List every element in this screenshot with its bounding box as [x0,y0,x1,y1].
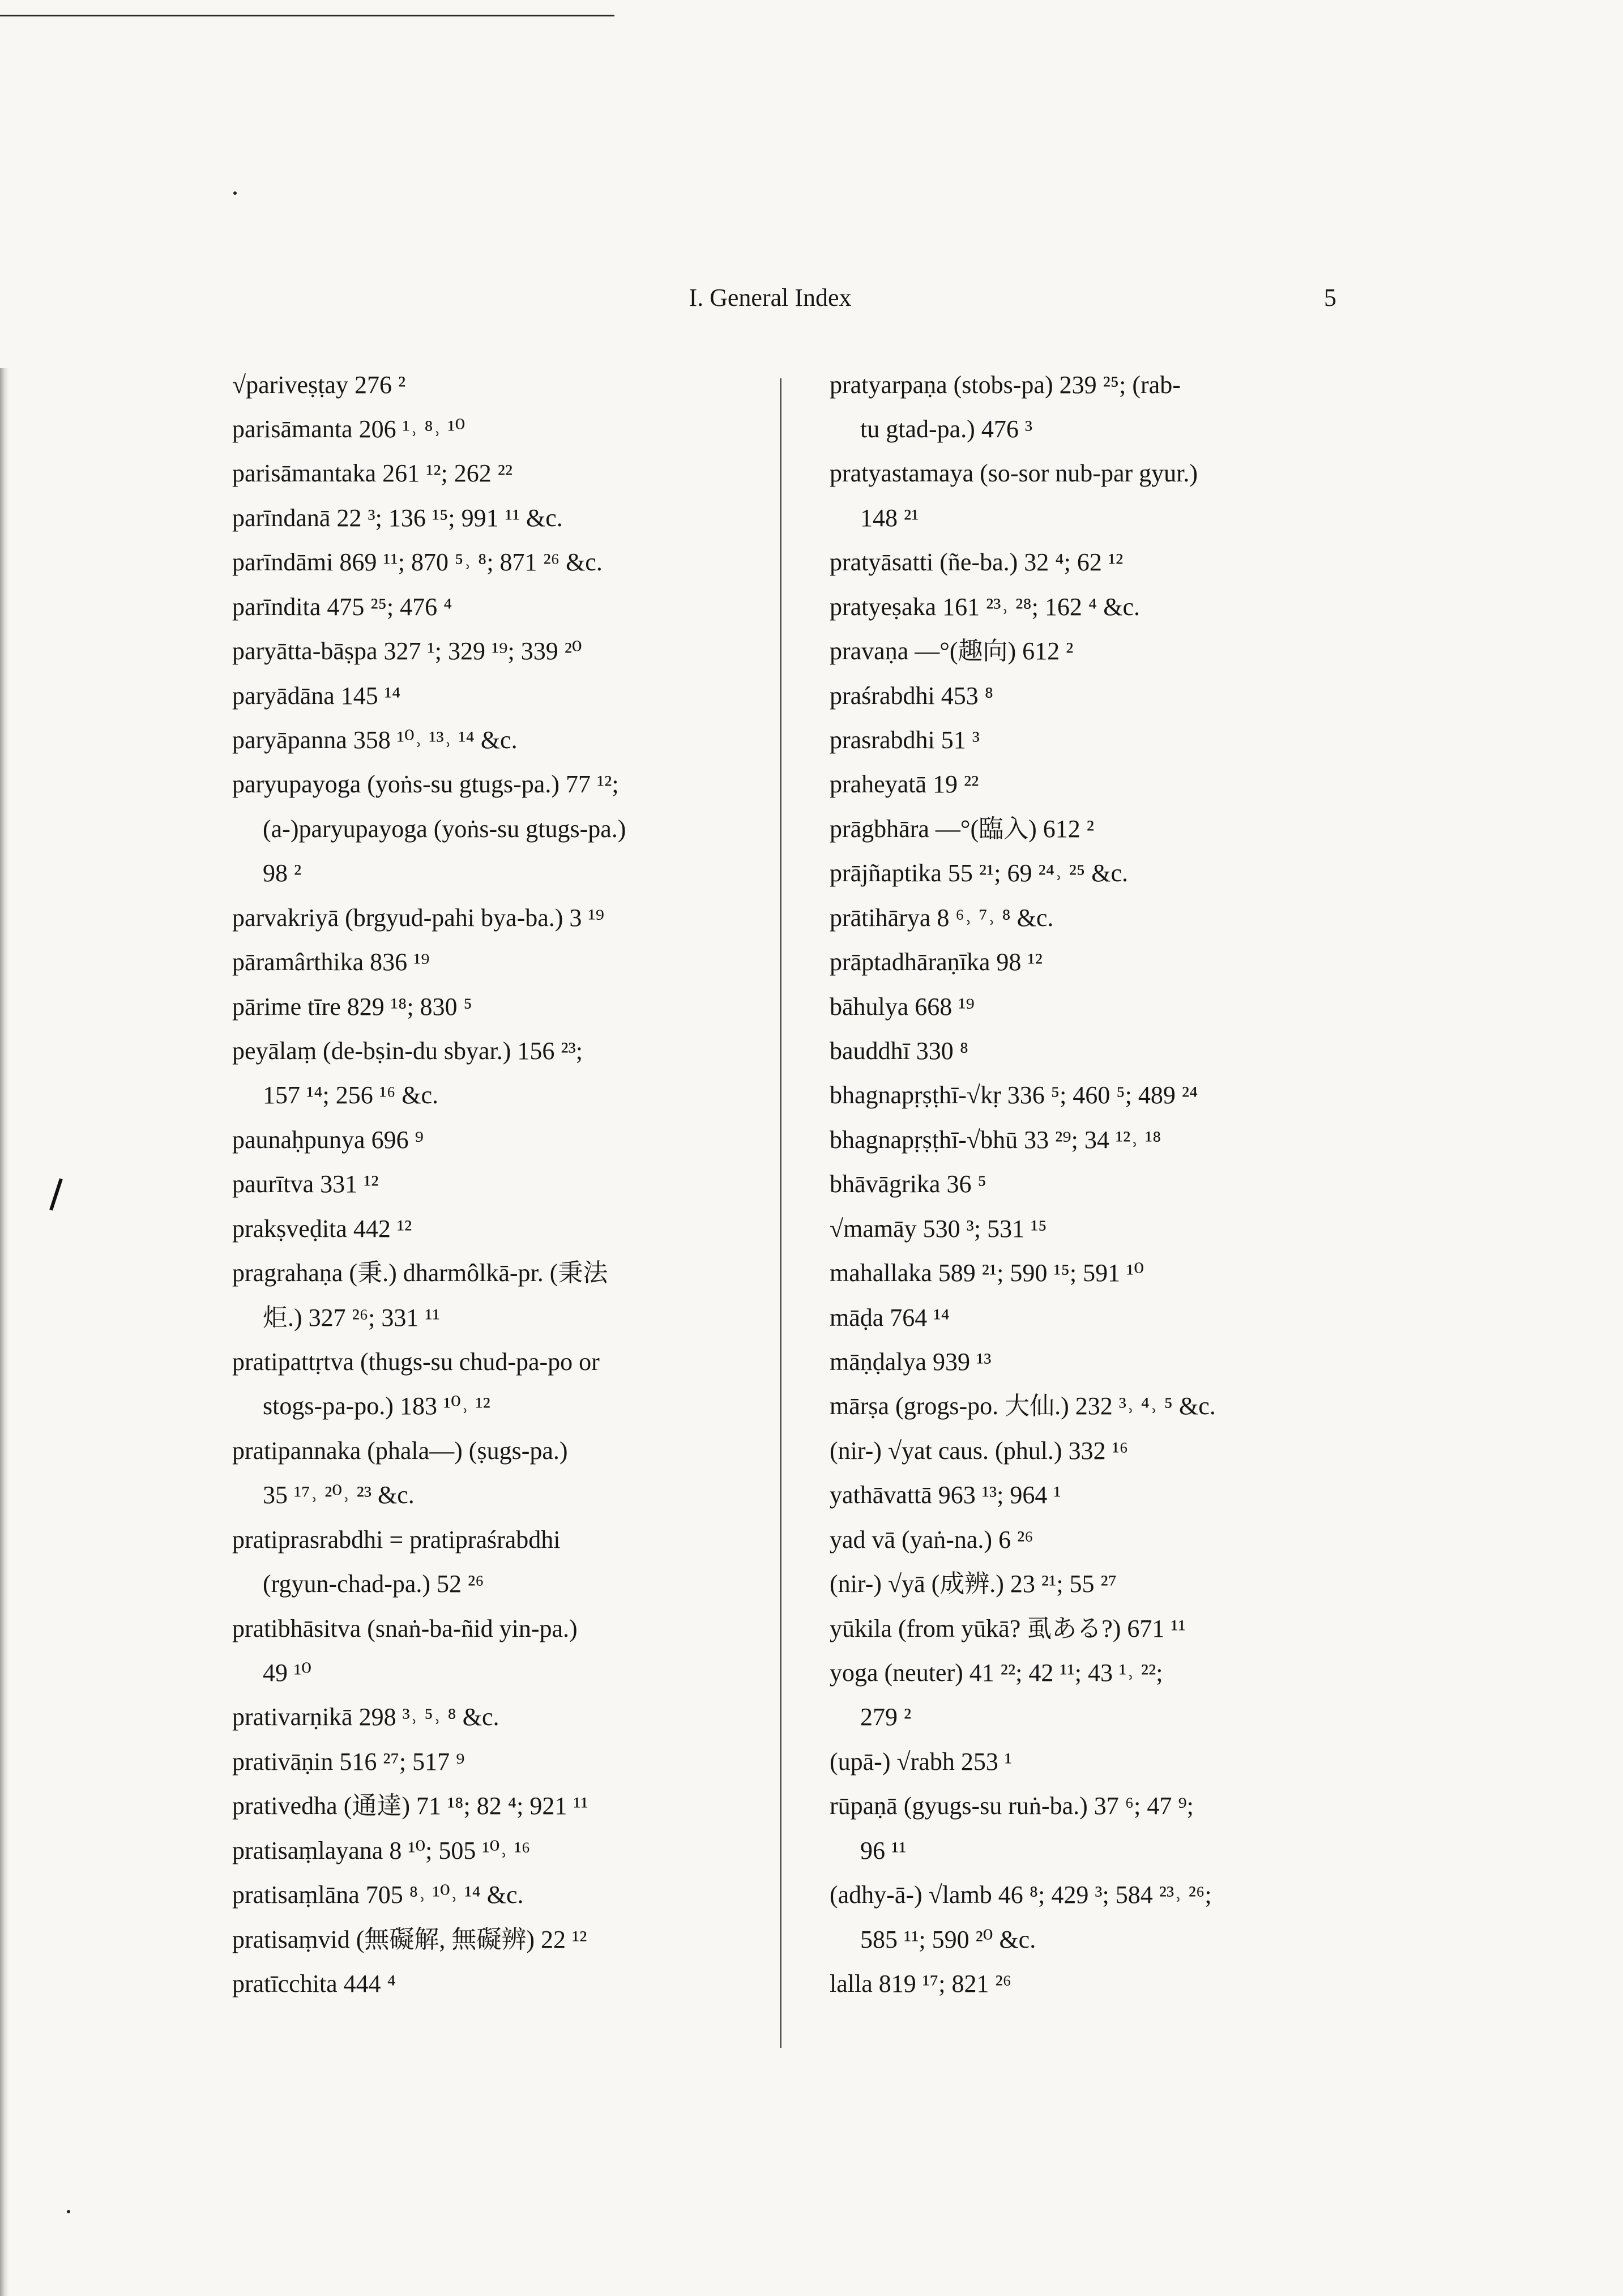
index-entry-continuation: 585 ¹¹; 590 ²⁰ &c. [860,1926,1036,1953]
column-divider [780,378,781,2048]
index-entry: (nir-) √yā (成辨.) 23 ²¹; 55 ²⁷ [830,1570,1117,1598]
index-entry: prāgbhāra —°(臨入) 612 ² [830,815,1094,843]
index-entry: pratisaṃvid (無礙解, 無礙辨) 22 ¹² [232,1926,587,1953]
index-entry-continuation: 148 ²¹ [860,504,919,532]
index-entry: mārṣa (grogs-po. 大仙.) 232 ³˒ ⁴˒ ⁵ &c. [830,1392,1216,1420]
index-entry-continuation: 96 ¹¹ [860,1837,907,1864]
index-entry: prātihārya 8 ⁶˒ ⁷˒ ⁸ &c. [830,904,1054,932]
index-entry-continuation: 35 ¹⁷˒ ²⁰˒ ²³ &c. [263,1481,415,1509]
index-entry: bhāvāgrika 36 ⁵ [830,1170,986,1198]
index-entry: paryātta-bāṣpa 327 ¹; 329 ¹⁹; 339 ²⁰ [232,637,582,665]
index-entry: paryādāna 145 ¹⁴ [232,682,401,710]
index-entry: bāhulya 668 ¹⁹ [830,993,975,1021]
index-entry: parisāmanta 206 ¹˒ ⁸˒ ¹⁰ [232,415,465,443]
index-entry: prasrabdhi 51 ³ [830,726,980,754]
stray-mark [49,1178,63,1210]
index-entry: prativarṇikā 298 ³˒ ⁵˒ ⁸ &c. [232,1703,499,1731]
stray-dot [233,191,237,195]
index-entry-continuation: 279 ² [860,1703,912,1731]
index-entry: √mamāy 530 ³; 531 ¹⁵ [830,1215,1047,1243]
index-entry: yūkila (from yūkā? 虱ある?) 671 ¹¹ [830,1615,1186,1642]
index-entry: pratipattṛtva (thugs-su chud-pa-po or [232,1348,600,1376]
index-entry: (adhy-ā-) √lamb 46 ⁸; 429 ³; 584 ²³˒ ²⁶; [830,1881,1212,1909]
index-entry: māṇḍalya 939 ¹³ [830,1348,992,1376]
index-entry-continuation: 49 ¹⁰ [263,1659,311,1687]
index-entry-continuation: (a-)paryupayoga (yoṅs-su gtugs-pa.) [263,815,626,843]
index-entry: prāptadhāraṇīka 98 ¹² [830,948,1043,976]
index-entry-continuation: 炬.) 327 ²⁶; 331 ¹¹ [263,1304,440,1331]
index-entry: parīndāmi 869 ¹¹; 870 ⁵˒ ⁸; 871 ²⁶ &c. [232,548,603,576]
index-entry: yathāvattā 963 ¹³; 964 ¹ [830,1481,1061,1509]
index-entry: praheyatā 19 ²² [830,770,979,798]
index-entry: pratyāsatti (ñe-ba.) 32 ⁴; 62 ¹² [830,548,1124,576]
index-entry-continuation: stogs-pa-po.) 183 ¹⁰˒ ¹² [263,1392,490,1420]
index-entry: prativedha (通達) 71 ¹⁸; 82 ⁴; 921 ¹¹ [232,1792,588,1820]
index-entry: parvakriyā (brgyud-pahi bya-ba.) 3 ¹⁹ [232,904,604,932]
index-entry-continuation: tu gtad-pa.) 476 ³ [860,415,1033,443]
index-entry: bauddhī 330 ⁸ [830,1037,969,1065]
index-entry: pārime tīre 829 ¹⁸; 830 ⁵ [232,993,472,1021]
index-entry: māḍa 764 ¹⁴ [830,1304,950,1331]
index-entry: pratyastamaya (so-sor nub-par gyur.) [830,459,1198,487]
index-entry: bhagnapṛṣṭhī-√kṛ 336 ⁵; 460 ⁵; 489 ²⁴ [830,1081,1198,1109]
index-entry: mahallaka 589 ²¹; 590 ¹⁵; 591 ¹⁰ [830,1259,1144,1287]
index-entry: pratyarpaṇa (stobs-pa) 239 ²⁵; (rab- [830,371,1181,399]
index-entry: √pariveṣṭay 276 ² [232,371,406,399]
index-entry: paryāpanna 358 ¹⁰˒ ¹³˒ ¹⁴ &c. [232,726,518,754]
index-entry: pāramârthika 836 ¹⁹ [232,948,430,976]
index-entry: rūpaṇā (gyugs-su ruṅ-ba.) 37 ⁶; 47 ⁹; [830,1792,1194,1820]
index-entry: parisāmantaka 261 ¹²; 262 ²² [232,459,513,487]
page-edge-shadow [0,368,9,2296]
index-entry-continuation: 98 ² [263,859,302,887]
index-entry: pratipannaka (phala—) (ṣugs-pa.) [232,1437,568,1465]
index-entry: lalla 819 ¹⁷; 821 ²⁶ [830,1970,1012,1998]
index-entry: paryupayoga (yoṅs-su gtugs-pa.) 77 ¹²; [232,770,619,798]
index-entry: parīndita 475 ²⁵; 476 ⁴ [232,593,452,621]
index-entry: prājñaptika 55 ²¹; 69 ²⁴˒ ²⁵ &c. [830,859,1128,887]
index-entry: pratibhāsitva (snaṅ-ba-ñid yin-pa.) [232,1615,578,1642]
index-entry: pragrahaṇa (秉.) dharmôlkā-pr. (秉法 [232,1259,608,1287]
index-entry: prativāṇin 516 ²⁷; 517 ⁹ [232,1748,465,1776]
index-entry: pravaṇa —°(趣向) 612 ² [830,637,1074,665]
index-entry: (upā-) √rabh 253 ¹ [830,1748,1013,1776]
index-entry: yoga (neuter) 41 ²²; 42 ¹¹; 43 ¹˒ ²²; [830,1659,1163,1687]
index-entry: bhagnapṛṣṭhī-√bhū 33 ²⁹; 34 ¹²˒ ¹⁸ [830,1126,1161,1154]
index-entry: paunaḥpunya 696 ⁹ [232,1126,424,1154]
index-entry: paurītva 331 ¹² [232,1170,379,1198]
index-entry: pratisaṃlayana 8 ¹⁰; 505 ¹⁰˒ ¹⁶ [232,1837,531,1864]
index-entry: pratiprasrabdhi = pratipraśrabdhi [232,1526,561,1554]
page-number: 5 [1324,284,1336,311]
index-entry: prakṣveḍita 442 ¹² [232,1215,412,1243]
index-entry: pratīcchita 444 ⁴ [232,1970,396,1998]
index-entry: (nir-) √yat caus. (phul.) 332 ¹⁶ [830,1437,1129,1465]
index-entry: peyālaṃ (de-bṣin-du sbyar.) 156 ²³; [232,1037,583,1065]
stray-dot [67,2210,70,2213]
index-entry: yad vā (yaṅ-na.) 6 ²⁶ [830,1526,1033,1554]
page-header-title: I. General Index [689,284,852,311]
index-entry: parīndanā 22 ³; 136 ¹⁵; 991 ¹¹ &c. [232,504,563,532]
index-entry-continuation: (rgyun-chad-pa.) 52 ²⁶ [263,1570,484,1598]
index-entry: pratyeṣaka 161 ²³˒ ²⁸; 162 ⁴ &c. [830,593,1141,621]
index-entry: praśrabdhi 453 ⁸ [830,682,994,710]
index-entry: pratisaṃlāna 705 ⁸˒ ¹⁰˒ ¹⁴ &c. [232,1881,524,1909]
index-entry-continuation: 157 ¹⁴; 256 ¹⁶ &c. [263,1081,439,1109]
top-rule [0,15,614,16]
